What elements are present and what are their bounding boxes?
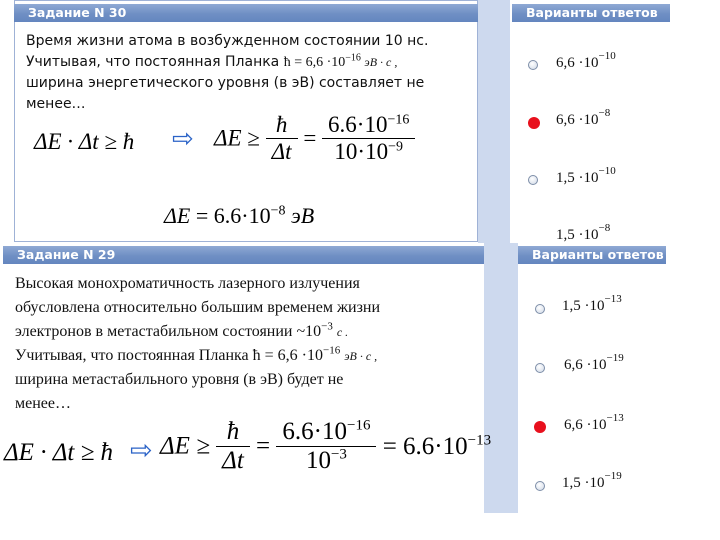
q30-formula-uncertainty: ΔE · Δt ≥ ħ — [34, 129, 135, 154]
q29-line2: обусловлена относительно большим временем жизни — [15, 299, 381, 316]
q30-option-4[interactable]: $1,5 \cdot 10^{-8}$ — [556, 222, 611, 243]
q30-formula-result: $\Delta E = 6.6\cdot 10^{-8}$ эВ — [164, 203, 315, 228]
q30-option-3-radio[interactable] — [528, 175, 538, 185]
q29-fraction-symbolic: $\frac{ħ}{\Delta t}$ — [216, 418, 250, 475]
q29-header: Задание N 29 — [3, 246, 484, 264]
q30-fraction-symbolic: $\frac{ħ}{\Delta t}$ — [266, 112, 298, 165]
q30-option-3[interactable]: $1,5 \cdot 10^{-10}$ — [556, 165, 616, 186]
q30-answers-header: Варианты ответов — [512, 4, 670, 22]
q29-line6: менее… — [15, 395, 71, 412]
q29-option-1-radio[interactable] — [535, 304, 545, 314]
q30-line1: Время жизни атома в возбужденном состоянии 10 нс. — [26, 33, 429, 49]
q29-formula-derivation: ΔE ≥ $\frac{ħ}{\Delta t}$ = $\frac{6.6\cdot 10^{-16}}{10^{-3}}$ = $6.6\cdot 10^{-13}$ — [160, 417, 492, 474]
q29-option-4-radio[interactable] — [535, 481, 545, 491]
q30-line3: ширина энергетического уровня (в эВ) составляет не — [26, 75, 425, 91]
q29-line5: ширина метастабильного уровня (в эВ) будет не — [15, 371, 344, 388]
q29-formula-uncertainty: ΔE · Δt ≥ ħ — [4, 439, 114, 466]
q29-option-2[interactable]: $6,6 \cdot 10^{-19}$ — [564, 352, 624, 373]
q30-arrow-icon: ⇨ — [172, 124, 194, 153]
q30-option-1[interactable]: $6,6 \cdot 10^{-10}$ — [556, 50, 616, 71]
q29-line4: Учитывая, что постоянная Планка ħ = $6,6 \cdot 10^{-16}$ эВ · с , — [15, 344, 378, 364]
q29-options — [518, 264, 720, 514]
q30-planck: ħ = $6,6 \cdot 10^{-16}$ эВ · с , — [283, 52, 398, 70]
q30-option-2[interactable]: $6,6 \cdot 10^{-8}$ — [556, 107, 611, 128]
q29-question — [15, 272, 475, 416]
q30-option-2-radio[interactable] — [528, 117, 540, 129]
q29-fraction-numeric: $\frac{6.6\cdot 10^{-16}}{10^{-3}}$ — [276, 418, 376, 475]
q30-option-1-radio[interactable] — [528, 60, 538, 70]
q30-formula-derivation: ΔE ≥ $\frac{ħ}{\Delta t}$ = $\frac{6.6\cdot 10^{-16}}{10\cdot 10^{-9}}$ — [214, 112, 415, 165]
q30-line4: менее… — [26, 96, 86, 112]
q29-option-2-radio[interactable] — [535, 363, 545, 373]
q29-option-3-radio[interactable] — [534, 421, 546, 433]
q29-option-1[interactable]: $1,5 \cdot 10^{-13}$ — [562, 293, 622, 314]
q29-answers-header: Варианты ответов — [518, 246, 666, 264]
q29-line1: Высокая монохроматичность лазерного излучения — [15, 275, 360, 292]
sidebar-strip-top — [478, 0, 510, 243]
q30-header: Задание N 30 — [14, 4, 478, 22]
q29-option-4[interactable]: $1,5 \cdot 10^{-19}$ — [562, 470, 622, 491]
q30-question — [26, 31, 466, 115]
q29-option-3[interactable]: $6,6 \cdot 10^{-13}$ — [564, 412, 624, 433]
q29-arrow-icon: ⇨ — [130, 435, 153, 465]
q29-line3: электронов в метастабильном состоянии $\sim 10^{-3}$ с . — [15, 320, 349, 340]
q30-fraction-numeric: $\frac{6.6\cdot 10^{-16}}{10\cdot 10^{-9}}$ — [322, 112, 415, 165]
q30-options — [512, 22, 720, 244]
q30-line2: Учитывая, что постоянная Планка ħ = $6,6 \cdot 10^{-16}$ эВ · с , — [26, 52, 398, 70]
